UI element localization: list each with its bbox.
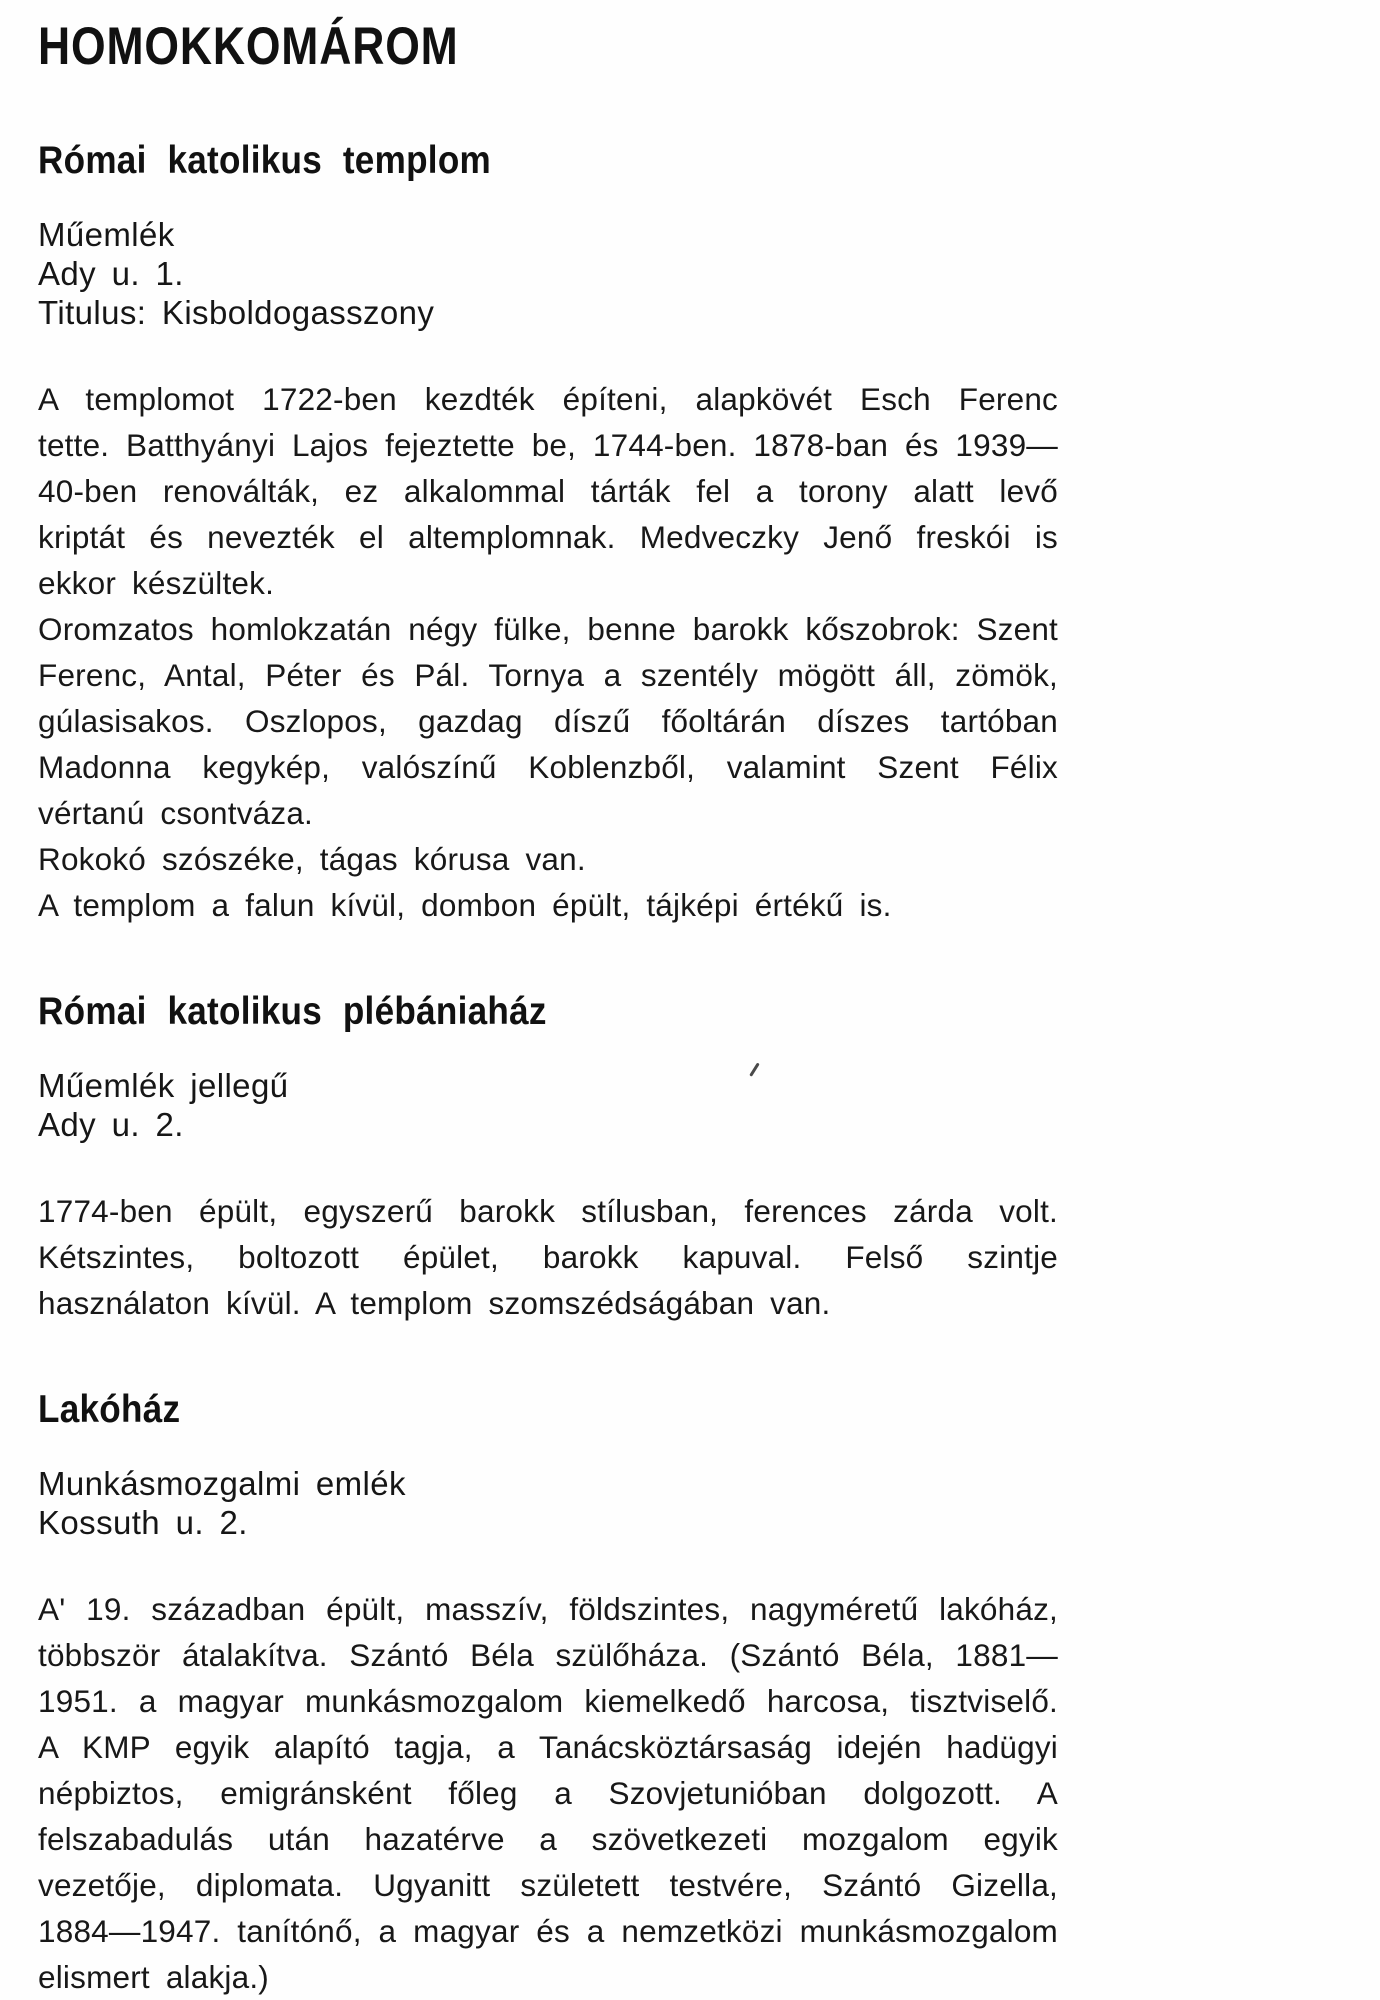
section-body-templom xyxy=(38,376,1058,928)
body-paragraph: A' 19. században épült, masszív, földszintes, nagyméretű lakóház, többször átalakítva. Szántó Béla szülőháza. (Szántó Béla, 1881—1951. a magyar munkásmozgalom kiemelkedő harcosa, tisztviselő. A KMP egyik alapító tagja, a Tanácsköztársaság idején hadügyi népbiztos, emigránsként főleg a Szovjetunióban dolgozott. A felszabadulás után hazatérve a szövetkezeti mozgalom egyik vezetője, diplomata. Ugyanitt született testvére, Szántó Gizella, 1884—1947. tanítónő, a magyar és a nemzetközi munkásmozgalom elismert alakja.) xyxy=(38,1591,1058,1995)
meta-titulus: Titulus: Kisboldogasszony xyxy=(38,294,435,331)
meta-address: Kossuth u. 2. xyxy=(38,1504,248,1541)
meta-address: Ady u. 2. xyxy=(38,1106,184,1143)
body-paragraph: A templom a falun kívül, dombon épült, tájképi értékű is. xyxy=(38,887,892,923)
section-heading-plebaniahaz: Római katolikus plébániaház xyxy=(38,990,547,1033)
section-meta-plebaniahaz xyxy=(38,1066,1058,1144)
meta-monument-status: Munkásmozgalmi emlék xyxy=(38,1465,406,1502)
section-body-plebaniahaz xyxy=(38,1188,1058,1326)
section-meta-templom xyxy=(38,215,1058,332)
section-meta-lakohaz xyxy=(38,1464,1058,1542)
section-heading-templom: Római katolikus templom xyxy=(38,139,492,182)
meta-monument-status: Műemlék jellegű xyxy=(38,1067,289,1104)
body-paragraph: 1774-ben épült, egyszerű barokk stílusban, ferences zárda volt. Kétszintes, boltozott épület, barokk kapuval. Felső szintje használaton kívül. A templom szomszédságában van. xyxy=(38,1193,1058,1321)
body-paragraph: A templomot 1722-ben kezdték építeni, alapkövét Esch Ferenc tette. Batthyányi Lajos fejeztette be, 1744-ben. 1878-ban és 1939—40-ben renoválták, ez alkalommal tárták fel a torony alatt levő kriptát és nevezték el altemplomnak. Medveczky Jenő freskói is ekkor készültek. xyxy=(38,381,1058,601)
body-paragraph: Oromzatos homlokzatán négy fülke, benne barokk kőszobrok: Szent Ferenc, Antal, Péter és Pál. Tornya a szentély mögött áll, zömök, gúlasisakos. Oszlopos, gazdag díszű főoltárán díszes tartóban Madonna kegykép, valószínű Koblenzből, valamint Szent Félix vértanú csontváza. xyxy=(38,611,1058,831)
meta-monument-status: Műemlék xyxy=(38,216,175,253)
section-body-lakohaz xyxy=(38,1586,1058,2000)
section-heading-lakohaz: Lakóház xyxy=(38,1388,181,1431)
meta-address: Ady u. 1. xyxy=(38,255,184,292)
page-title: HOMOKKOMÁROM xyxy=(38,17,459,76)
scanned-book-page xyxy=(38,0,1058,2000)
body-paragraph: Rokokó szószéke, tágas kórusa van. xyxy=(38,841,586,877)
